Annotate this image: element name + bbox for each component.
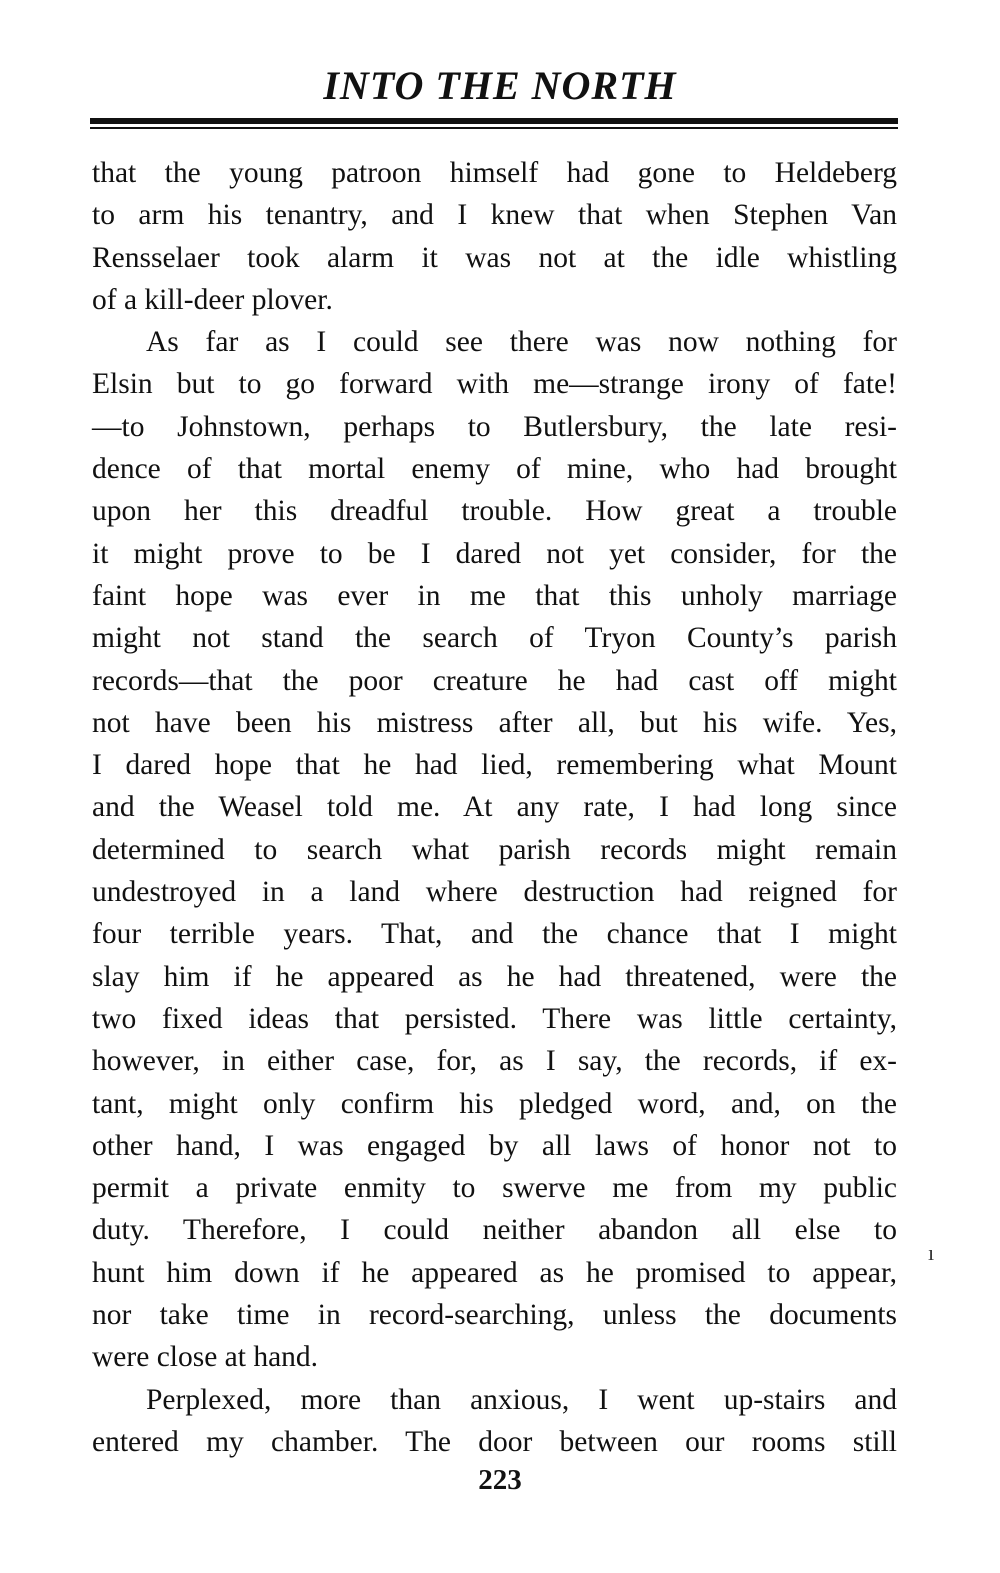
header-rule-thick	[90, 118, 898, 124]
paragraph-start-line: Perplexed, more than anxious, I went up-stairs and	[146, 1383, 897, 1416]
header-rule-thin	[90, 127, 898, 129]
text-line: to arm his tenantry, and I knew that when Stephen Van	[92, 199, 897, 232]
text-line: that the young patroon himself had gone to Heldeberg	[92, 157, 897, 189]
text-line: two fixed ideas that persisted. There was little certainty,	[92, 1002, 897, 1035]
text-line: Elsin but to go forward with me—strange irony of fate!	[92, 368, 897, 401]
text-line: dence of that mortal enemy of mine, who had brought	[92, 453, 897, 486]
text-line: entered my chamber. The door between our rooms still	[92, 1425, 897, 1458]
text-line: it might prove to be I dared not yet consider, for the	[92, 537, 897, 570]
text-line: not have been his mistress after all, but his wife. Yes,	[92, 706, 897, 739]
text-line: nor take time in record-searching, unless the documents	[92, 1299, 897, 1332]
text-line: —to Johnstown, perhaps to Butlersbury, the late resi-	[92, 410, 897, 443]
text-line: undestroyed in a land where destruction had reigned for	[92, 876, 897, 909]
text-line: duty. Therefore, I could neither abandon all else to	[92, 1214, 897, 1247]
text-line: however, in either case, for, as I say, the records, if ex-	[92, 1045, 897, 1078]
running-head: INTO THE NORTH	[323, 63, 677, 108]
text-line: I dared hope that he had lied, remembering what Mount	[92, 749, 897, 782]
margin-mark: ı	[928, 1240, 935, 1265]
body-text	[92, 152, 897, 1463]
text-line: Rensselaer took alarm it was not at the idle whistling	[92, 241, 897, 274]
text-line: other hand, I was engaged by all laws of honor not to	[92, 1129, 897, 1162]
text-line: hunt him down if he appeared as he promised to appear,	[92, 1256, 897, 1289]
paragraph-start-line: As far as I could see there was now nothing for	[146, 326, 897, 359]
text-line: slay him if he appeared as he had threatened, were the	[92, 960, 897, 993]
text-line: four terrible years. That, and the chance that I might	[92, 918, 897, 951]
page-number: 223	[478, 1464, 522, 1496]
text-line: tant, might only confirm his pledged word, and, on the	[92, 1087, 897, 1120]
text-line: faint hope was ever in me that this unholy marriage	[92, 579, 897, 612]
text-line: upon her this dreadful trouble. How great a trouble	[92, 495, 897, 528]
text-line: and the Weasel told me. At any rate, I had long since	[92, 791, 897, 824]
paragraph-end-line: of a kill-deer plover.	[92, 283, 333, 316]
text-line: permit a private enmity to swerve me from my public	[92, 1172, 897, 1205]
paragraph-end-line: were close at hand.	[92, 1341, 319, 1374]
text-line: might not stand the search of Tryon County’s parish	[92, 622, 897, 655]
text-line: records—that the poor creature he had cast off might	[92, 664, 897, 697]
text-line: determined to search what parish records might remain	[92, 833, 897, 866]
